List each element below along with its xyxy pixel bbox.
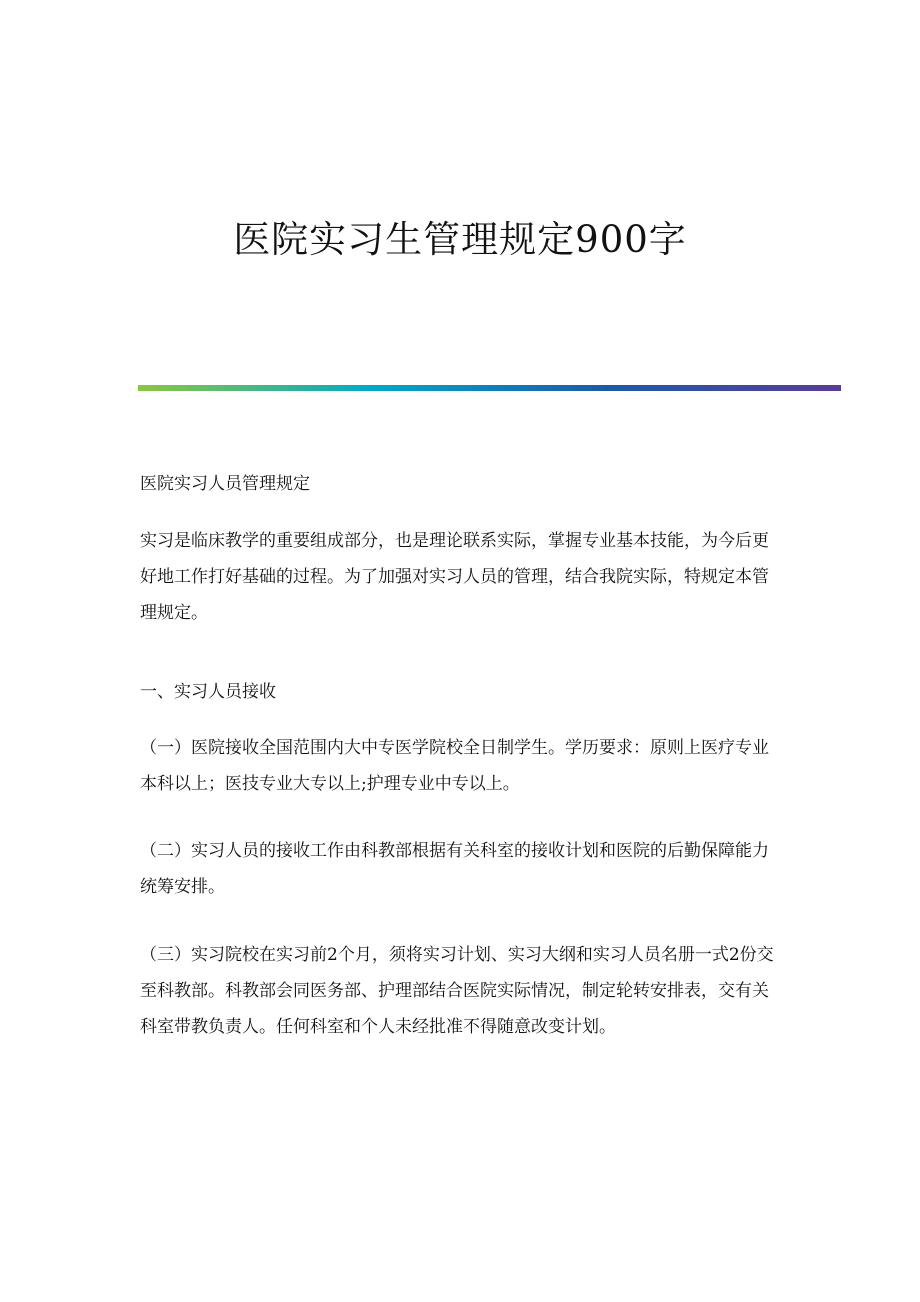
section-heading: 医院实习人员管理规定	[140, 474, 310, 494]
clause-item-1: （一）医院接收全国范围内大中专医学院校全日制学生。学历要求：原则上医疗专业本科以上；医技专业大专以上;护理专业中专以上。	[140, 738, 769, 794]
section-title-1: 一、实习人员接收	[140, 682, 276, 702]
intro-paragraph: 实习是临床教学的重要组成部分，也是理论联系实际，掌握专业基本技能，为今后更好地工作打好基础的过程。为了加强对实习人员的管理，结合我院实际，特规定本管理规定。	[140, 531, 769, 623]
page-title: 医院实习生管理规定900字	[233, 218, 687, 261]
clause-item-2: （二）实习人员的接收工作由科教部根据有关科室的接收计划和医院的后勤保障能力统筹安排。	[140, 841, 769, 897]
clause-item-3: （三）实习院校在实习前2个月，须将实习计划、实习大纲和实习人员名册一式2份交至科教部。科教部会同医务部、护理部结合医院实际情况，制定轮转安排表，交有关科室带教负责人。任何科室和个人未经批准不得随意改变计划。	[140, 945, 774, 1037]
gradient-divider	[138, 385, 841, 391]
